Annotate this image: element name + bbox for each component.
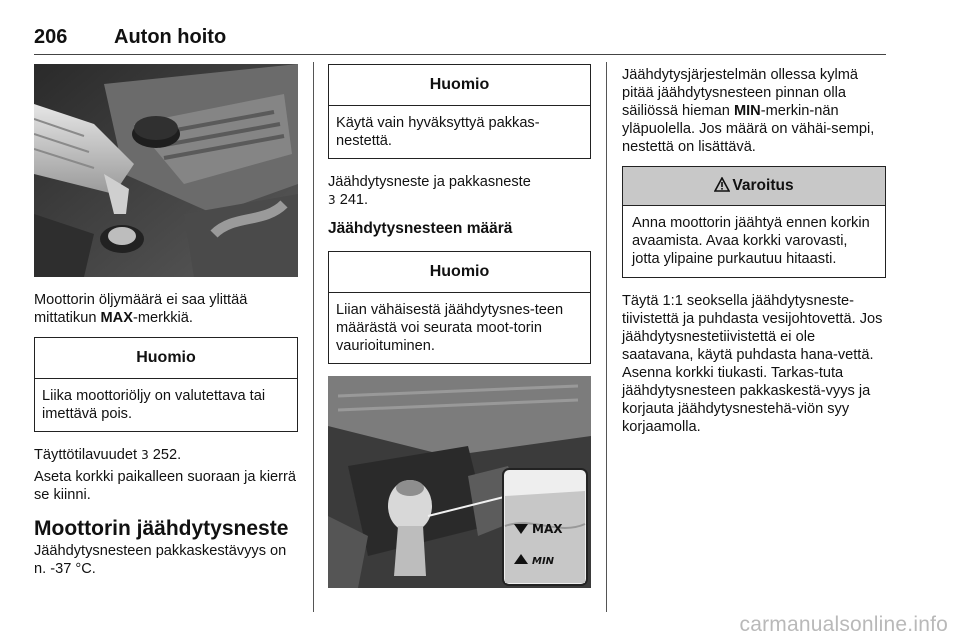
oil-note-box (34, 337, 298, 432)
coolant-ref-label: Jäähdytysneste ja pakkasneste (328, 174, 531, 190)
cap-instruction: Aseta korkki paikalleen suoraan ja kierrä se kiinni. (34, 469, 297, 503)
oil-max-mark: MAX (100, 310, 133, 326)
coolant-antifreeze-text: Jäähdytysnesteen pakkaskestävyys on n. -37 °C. (34, 543, 287, 577)
page-header (34, 0, 886, 55)
engine-oil-illustration (34, 64, 298, 277)
capacity-page-ref[interactable]: 252. (152, 447, 182, 463)
coolant-text-part-a: Jäähdytysjärjestelmän ollessa kylmä pitää jäähdytysnesteen pinnan olla säiliössä hieman (622, 67, 859, 119)
coolant-text-part-c: -merkin-nän yläpuolella. Jos määrä on vähäi-sempi, nestettä on lisättävä. (622, 103, 875, 155)
column-divider-1 (313, 62, 314, 612)
column-divider-2 (606, 62, 607, 612)
column-2 (328, 64, 591, 588)
note-title: Huomio (329, 252, 590, 293)
warning-header (623, 167, 885, 206)
coolant-tank-illustration (328, 376, 591, 588)
page-number: 206 (34, 26, 68, 48)
coolant-min-mark: MIN (733, 103, 761, 119)
coolant-page-ref[interactable]: 241. (339, 192, 369, 208)
warning-body: Anna moottorin jäähtyä ennen korkin avaamista. Avaa korkki varovasti, jotta ylipaine purkautuu hitaasti. (632, 215, 870, 267)
reference-arrow-icon: 3 (328, 193, 336, 207)
warning-triangle-icon (714, 177, 730, 192)
warning-box (622, 166, 886, 278)
engine-oil-photo (34, 64, 298, 277)
coolant-reference (328, 173, 591, 209)
coolant-tank-photo (328, 376, 591, 588)
watermark: carmanualsonline.info (739, 613, 948, 636)
coolant-level-text (622, 66, 886, 156)
coolant-level-note-box (328, 251, 591, 364)
capacity-label: Täyttötilavuudet (34, 447, 142, 463)
antifreeze-note-box (328, 64, 591, 159)
capacity-reference (34, 446, 298, 464)
coolant-level-heading: Jäähdytysnesteen määrä (328, 220, 513, 237)
min-label: MIN (532, 556, 555, 567)
warning-title: Varoitus (732, 177, 794, 194)
column-1 (34, 64, 298, 578)
coolant-fill-instructions: Täytä 1:1 seoksella jäähdytysneste-tiivistettä ja puhdasta vesijohtovettä. Jos jäähdytysnestetiivistettä ei ole saatavana, käytä puhdasta hana-vettä. Asenna korkki tiukasti. Tarkas-tuta jäähdytysnesteen pakkaskestä-vyys ja korjauta jäähdytysnestehä-viön syy korjaamolla. (622, 293, 883, 435)
max-label: MAX (532, 522, 563, 536)
oil-level-text (34, 291, 298, 327)
page-title: Auton hoito (114, 26, 227, 48)
oil-text-part-c: -merkkiä. (132, 310, 193, 326)
oil-text-part-a: Moottorin öljymäärä ei saa ylittää mittatikun (34, 292, 248, 326)
note-title: Huomio (329, 65, 590, 106)
column-3 (622, 66, 886, 436)
reference-arrow-icon: 3 (141, 448, 149, 462)
note-title: Huomio (35, 338, 297, 379)
coolant-heading: Moottorin jäähdytysneste (34, 517, 289, 540)
note-body: Liika moottoriöljy on valutettava tai imettävä pois. (42, 388, 266, 422)
note-body: Liian vähäisestä jäähdytysnes-teen määrästä voi seurata moot-torin vaurioituminen. (336, 302, 564, 354)
note-body: Käytä vain hyväksyttyä pakkas-nestettä. (336, 115, 540, 149)
